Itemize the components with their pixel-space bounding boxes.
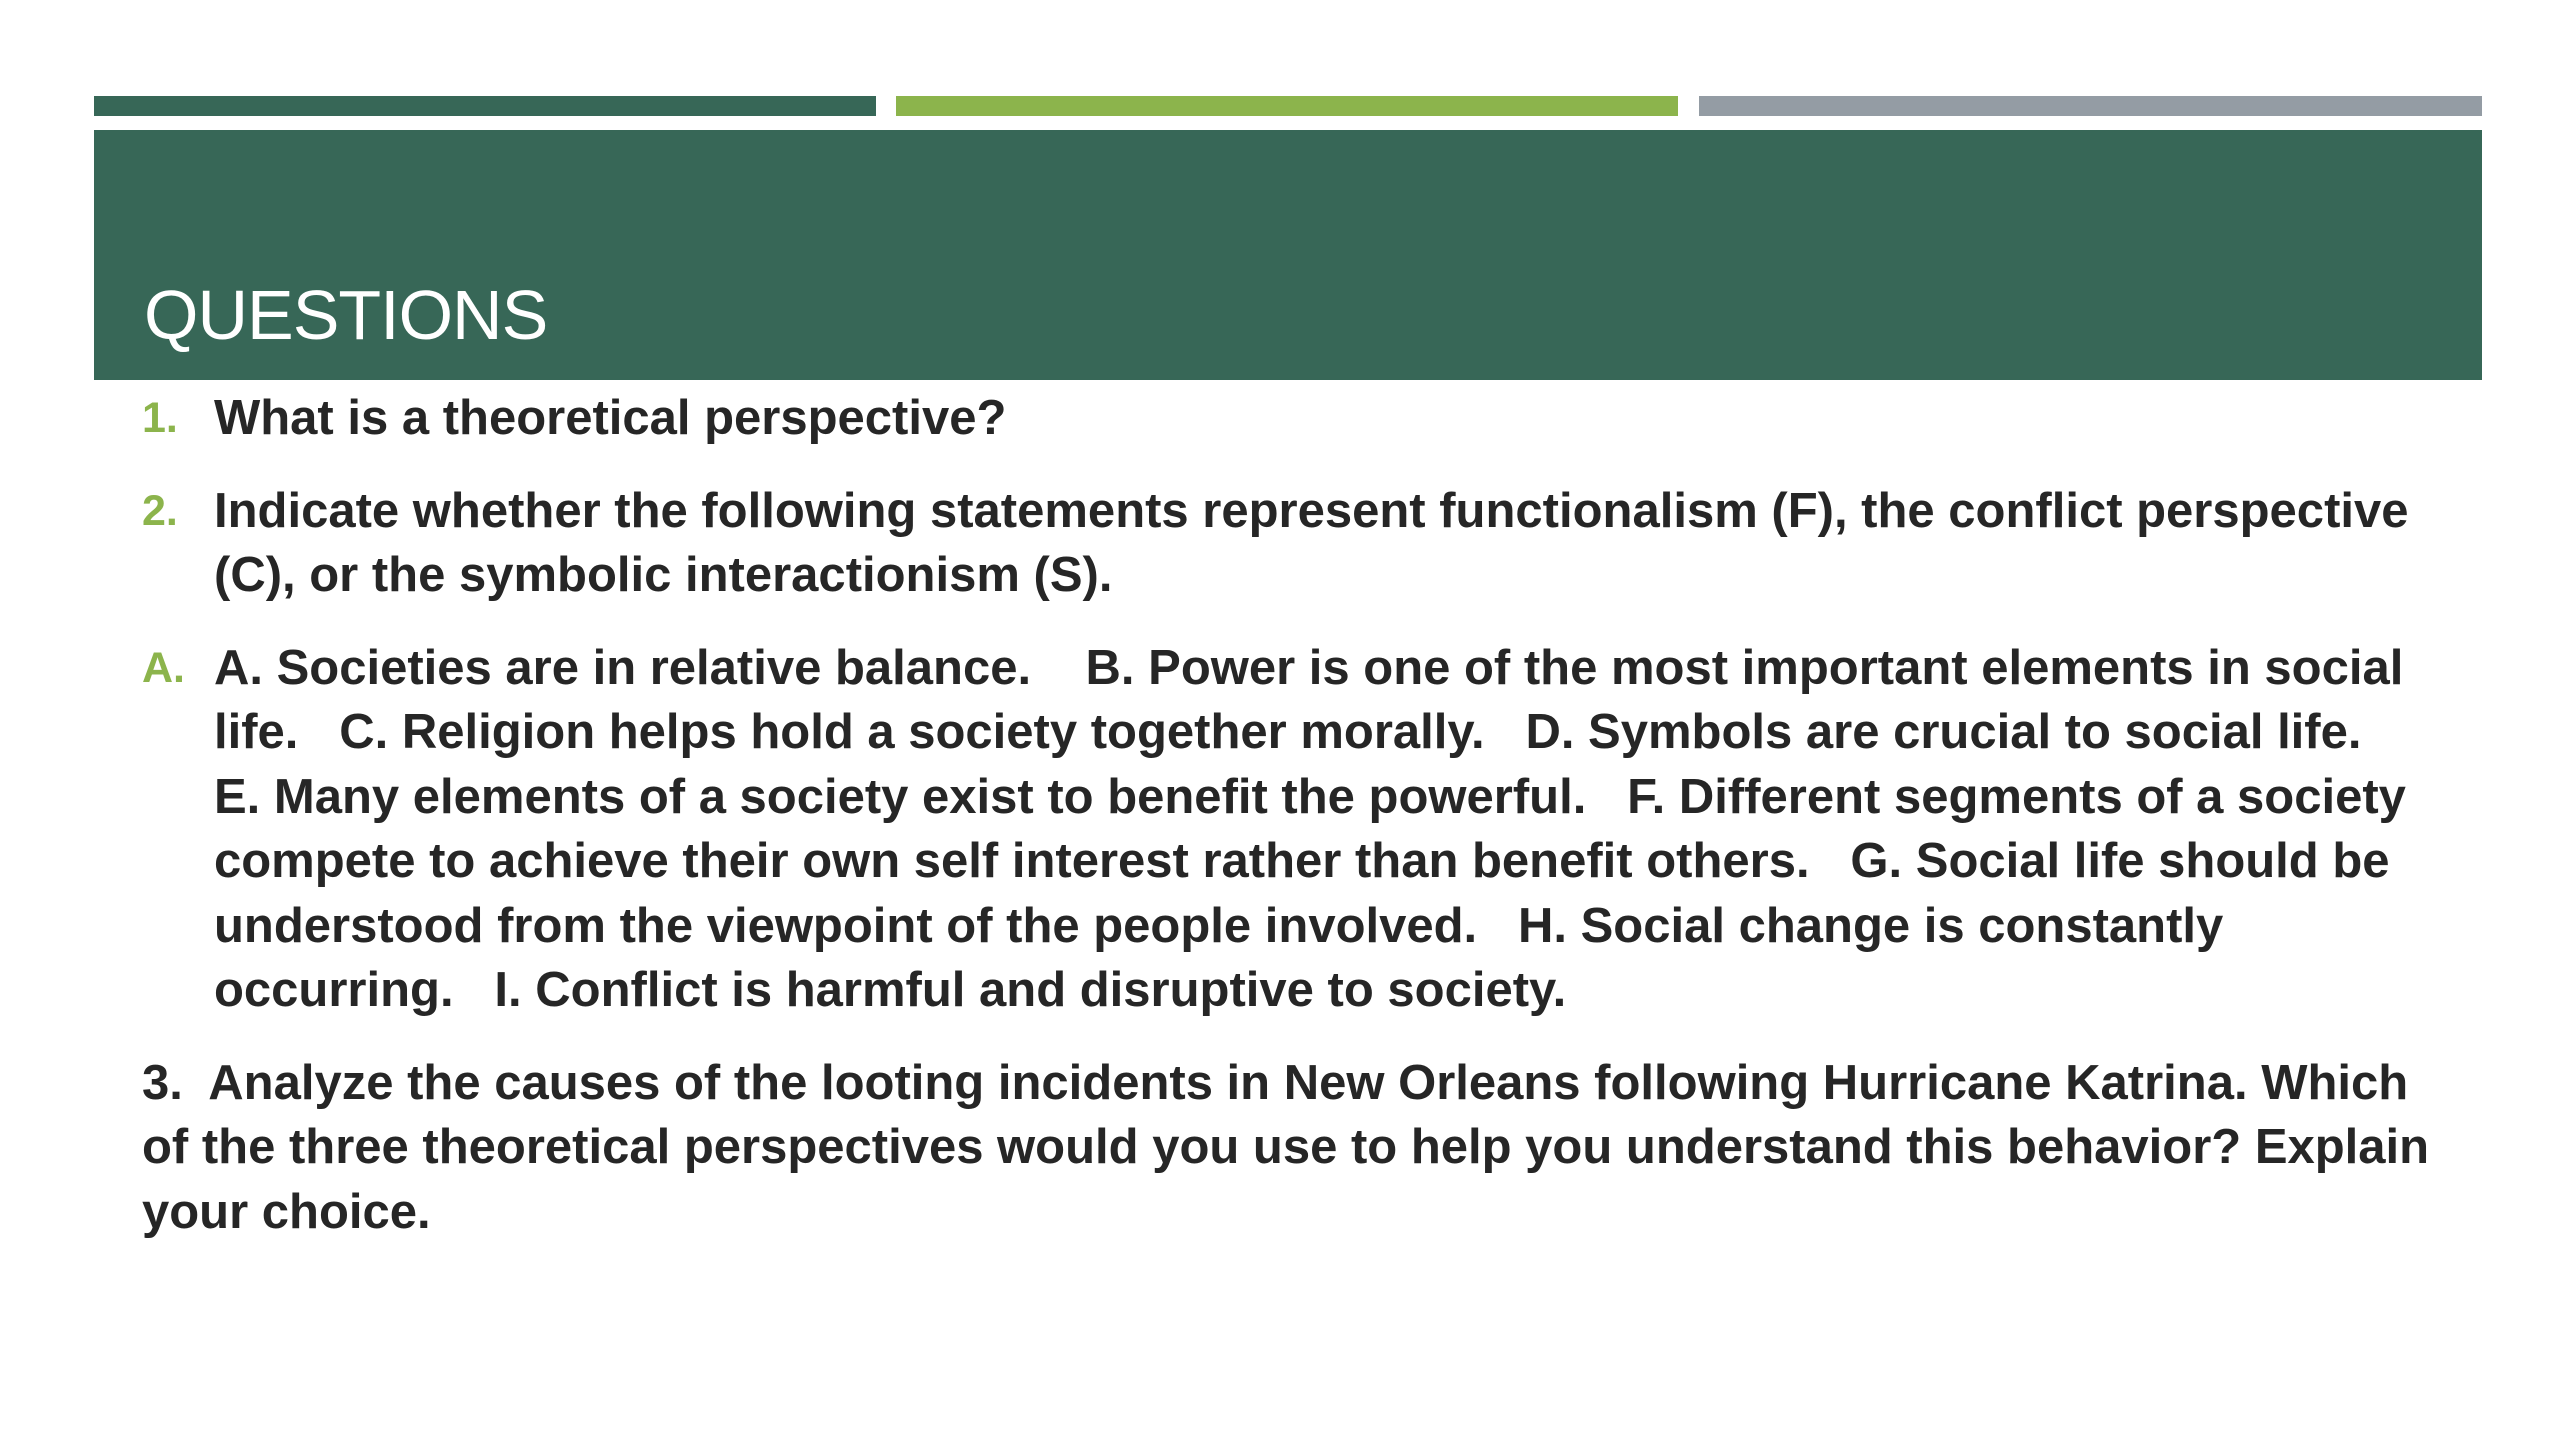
title-band: [94, 130, 2482, 380]
slide-title: QUESTIONS: [144, 276, 548, 354]
question-3: 3. Analyze the causes of the looting incidents in New Orleans following Hurricane Katrina. Which of the three theoretical perspectives would you use to help you understand this behavior? Explain your choice.: [142, 1055, 2443, 1239]
list-marker: A.: [142, 643, 185, 692]
slide-body: [142, 386, 2443, 1244]
list-item-statements: [142, 636, 2432, 1023]
list-marker: 1.: [142, 394, 178, 442]
list-marker: 2.: [142, 486, 178, 535]
accent-bar-green: [896, 96, 1678, 116]
list-item-text: What is a theoretical perspective?: [214, 391, 1007, 445]
accent-bar-dark: [94, 96, 876, 116]
list-item-2: [142, 479, 2432, 608]
accent-bar-gray: [1699, 96, 2482, 116]
list-item-text: Indicate whether the following statements represent functionalism (F), the conflict perspective (C), or the symbolic interactionism (S).: [214, 483, 2409, 602]
statements-text: A. Societies are in relative balance. B. Power is one of the most important elements in social life. C. Religion helps hold a society together morally. D. Symbols are crucial to social life. E. Many elements of a society exist to benefit the powerful. F. Different segments of a society compete to achieve their own self interest rather than benefit others. G. Social life should be understood from the viewpoint of the people involved. H. Social change is constantly occurring. I. Conflict is harmful and disruptive to society.: [214, 640, 2420, 1017]
list-item-1: [142, 386, 2432, 451]
